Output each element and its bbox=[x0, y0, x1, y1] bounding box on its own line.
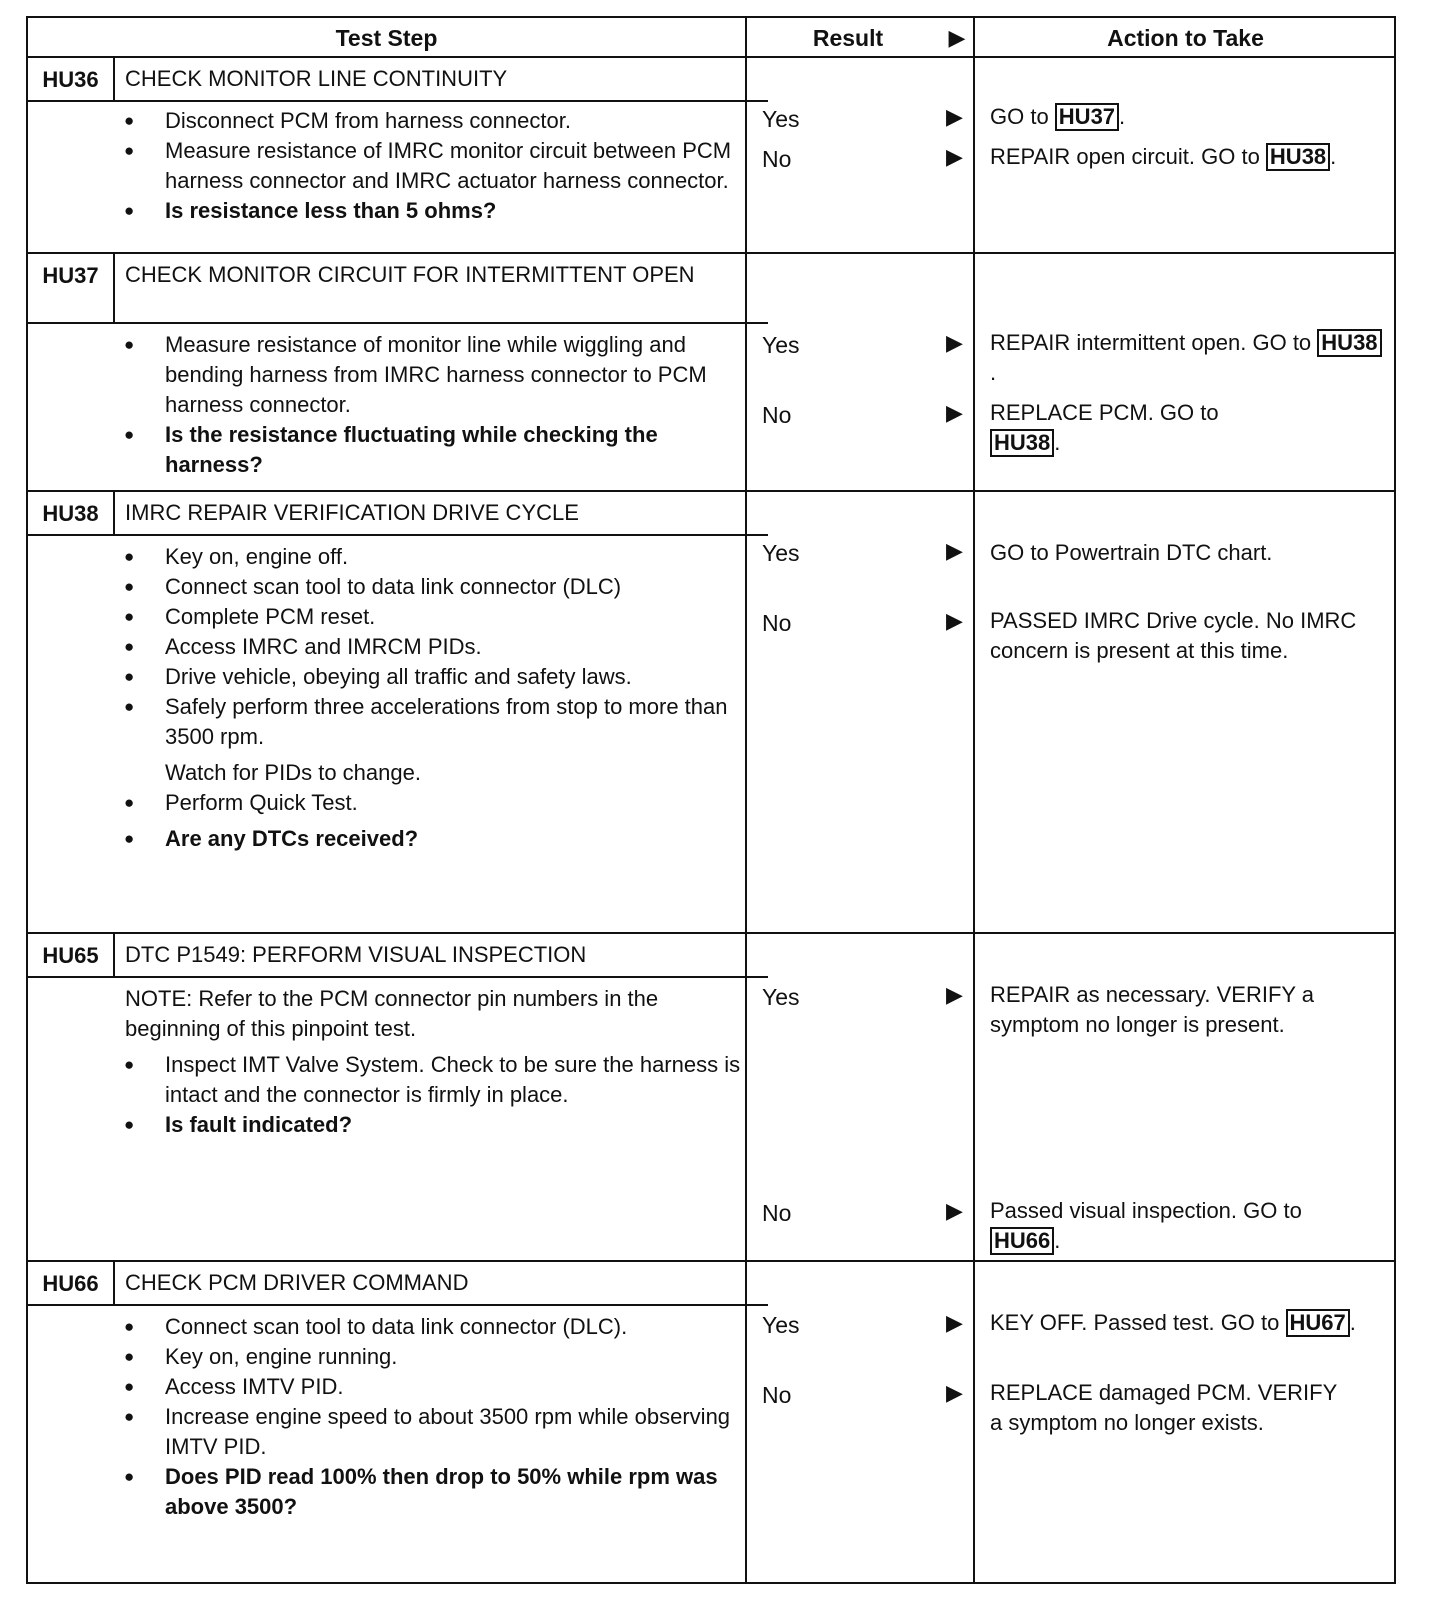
arrow-icon: ▶ bbox=[946, 330, 963, 355]
section-hu38 bbox=[28, 492, 1394, 932]
step-bullet: ● Complete PCM reset. bbox=[28, 602, 768, 632]
step-instructions bbox=[28, 106, 768, 226]
result-no: No bbox=[762, 402, 792, 428]
step-bullet: ● Perform Quick Test. bbox=[28, 788, 768, 818]
step-question: ● Is the resistance fluctuating while checking the harness? bbox=[28, 420, 768, 480]
step-instructions bbox=[28, 542, 768, 854]
result-yes: Yes bbox=[762, 332, 800, 358]
arrow-icon: ▶ bbox=[946, 608, 963, 633]
step-title: CHECK PCM DRIVER COMMAND bbox=[125, 1270, 469, 1295]
step-question: ● Does PID read 100% then drop to 50% while rpm was above 3500? bbox=[28, 1462, 768, 1522]
action-no: Passed visual inspection. GO to HU66 . bbox=[990, 1198, 1302, 1253]
step-reference-link[interactable]: HU38 bbox=[990, 429, 1054, 457]
result-no: No bbox=[762, 610, 792, 636]
result-yes: Yes bbox=[762, 106, 800, 132]
step-bullet: ● Increase engine speed to about 3500 rpm while observing IMTV PID. bbox=[28, 1402, 768, 1462]
title-rule bbox=[28, 322, 768, 324]
step-note: NOTE: Refer to the PCM connector pin numbers in the beginning of this pinpoint test. bbox=[125, 986, 659, 1041]
result-no: No bbox=[762, 1382, 792, 1408]
header-test-step: Test Step bbox=[335, 25, 438, 51]
header-arrow-icon: ▶ bbox=[948, 25, 966, 50]
step-title: CHECK MONITOR CIRCUIT FOR INTERMITTENT OPEN bbox=[125, 262, 695, 287]
arrow-icon: ▶ bbox=[946, 1198, 963, 1223]
step-bullet: ● Key on, engine off. bbox=[28, 542, 768, 572]
step-bullet: ● Access IMRC and IMRCM PIDs. bbox=[28, 632, 768, 662]
step-bullet: ● Safely perform three accelerations from stop to more than 3500 rpm. bbox=[28, 692, 768, 752]
step-reference-link[interactable]: HU67 bbox=[1286, 1309, 1350, 1337]
result-yes: Yes bbox=[762, 540, 800, 566]
step-question: ● Is resistance less than 5 ohms? bbox=[28, 196, 768, 226]
header-result: Result bbox=[812, 25, 884, 51]
section-hu37 bbox=[28, 254, 1394, 492]
arrow-icon: ▶ bbox=[946, 982, 963, 1007]
title-rule bbox=[28, 1304, 768, 1306]
action-yes: REPAIR intermittent open. GO to HU38. bbox=[990, 328, 1385, 388]
action-no: REPLACE PCM. GO to HU38 . bbox=[990, 400, 1219, 455]
step-title: IMRC REPAIR VERIFICATION DRIVE CYCLE bbox=[125, 500, 579, 525]
step-bullet: ● Inspect IMT Valve System. Check to be sure the harness is intact and the connector is firmly in place. bbox=[28, 1050, 768, 1110]
title-rule bbox=[28, 976, 768, 978]
step-code: HU38 bbox=[28, 492, 115, 536]
result-no: No bbox=[762, 1200, 792, 1226]
step-code: HU37 bbox=[28, 254, 115, 324]
arrow-icon: ▶ bbox=[946, 104, 963, 129]
result-yes: Yes bbox=[762, 984, 800, 1010]
action-no: PASSED IMRC Drive cycle. No IMRC concern is present at this time. bbox=[990, 608, 1357, 663]
section-hu65 bbox=[28, 934, 1394, 1260]
step-question: ● Are any DTCs received? bbox=[28, 824, 768, 854]
title-rule bbox=[28, 100, 768, 102]
header-action: Action to Take bbox=[1107, 25, 1264, 51]
step-question: ● Is fault indicated? bbox=[28, 1110, 768, 1140]
step-code: HU66 bbox=[28, 1262, 115, 1306]
step-instructions bbox=[28, 984, 768, 1140]
arrow-icon: ▶ bbox=[946, 1310, 963, 1335]
step-bullet: ● Measure resistance of monitor line while wiggling and bending harness from IMRC harness connector to PCM harness connector. bbox=[28, 330, 768, 420]
step-bullet: ● Access IMTV PID. bbox=[28, 1372, 768, 1402]
arrow-icon: ▶ bbox=[946, 400, 963, 425]
step-note: Watch for PIDs to change. bbox=[165, 760, 421, 785]
arrow-icon: ▶ bbox=[946, 538, 963, 563]
step-reference-link[interactable]: HU38 bbox=[1317, 329, 1381, 357]
section-hu36 bbox=[28, 58, 1394, 254]
step-title: CHECK MONITOR LINE CONTINUITY bbox=[125, 66, 508, 91]
title-rule bbox=[28, 534, 768, 536]
action-yes: KEY OFF. Passed test. GO to HU67 . bbox=[990, 1310, 1356, 1335]
action-no: REPAIR open circuit. GO to HU38 . bbox=[990, 144, 1337, 169]
arrow-icon: ▶ bbox=[946, 144, 963, 169]
step-instructions bbox=[28, 330, 768, 480]
step-bullet: ● Connect scan tool to data link connector (DLC). bbox=[28, 1312, 768, 1342]
pinpoint-test-table bbox=[26, 16, 1396, 1584]
result-no: No bbox=[762, 146, 792, 172]
result-yes: Yes bbox=[762, 1312, 800, 1338]
action-yes: GO to HU37 . bbox=[990, 104, 1126, 129]
step-bullet: ● Connect scan tool to data link connector (DLC) bbox=[28, 572, 768, 602]
action-yes: REPAIR as necessary. VERIFY a symptom no longer is present. bbox=[990, 982, 1315, 1037]
step-code: HU36 bbox=[28, 58, 115, 102]
step-reference-link[interactable]: HU66 bbox=[990, 1227, 1054, 1255]
section-hu66 bbox=[28, 1262, 1394, 1582]
action-yes: GO to Powertrain DTC chart. bbox=[990, 540, 1273, 565]
step-bullet: ● Measure resistance of IMRC monitor circuit between PCM harness connector and IMRC actuator harness connector. bbox=[28, 136, 768, 196]
step-reference-link[interactable]: HU37 bbox=[1055, 103, 1119, 131]
step-bullet: ● Drive vehicle, obeying all traffic and safety laws. bbox=[28, 662, 768, 692]
step-bullet: ● Disconnect PCM from harness connector. bbox=[28, 106, 768, 136]
action-no: REPLACE damaged PCM. VERIFY a symptom no longer exists. bbox=[990, 1380, 1337, 1435]
step-instructions bbox=[28, 1312, 768, 1522]
step-reference-link[interactable]: HU38 bbox=[1266, 143, 1330, 171]
step-code: HU65 bbox=[28, 934, 115, 978]
step-title: DTC P1549: PERFORM VISUAL INSPECTION bbox=[125, 942, 587, 967]
step-bullet: ● Key on, engine running. bbox=[28, 1342, 768, 1372]
arrow-icon: ▶ bbox=[946, 1380, 963, 1405]
